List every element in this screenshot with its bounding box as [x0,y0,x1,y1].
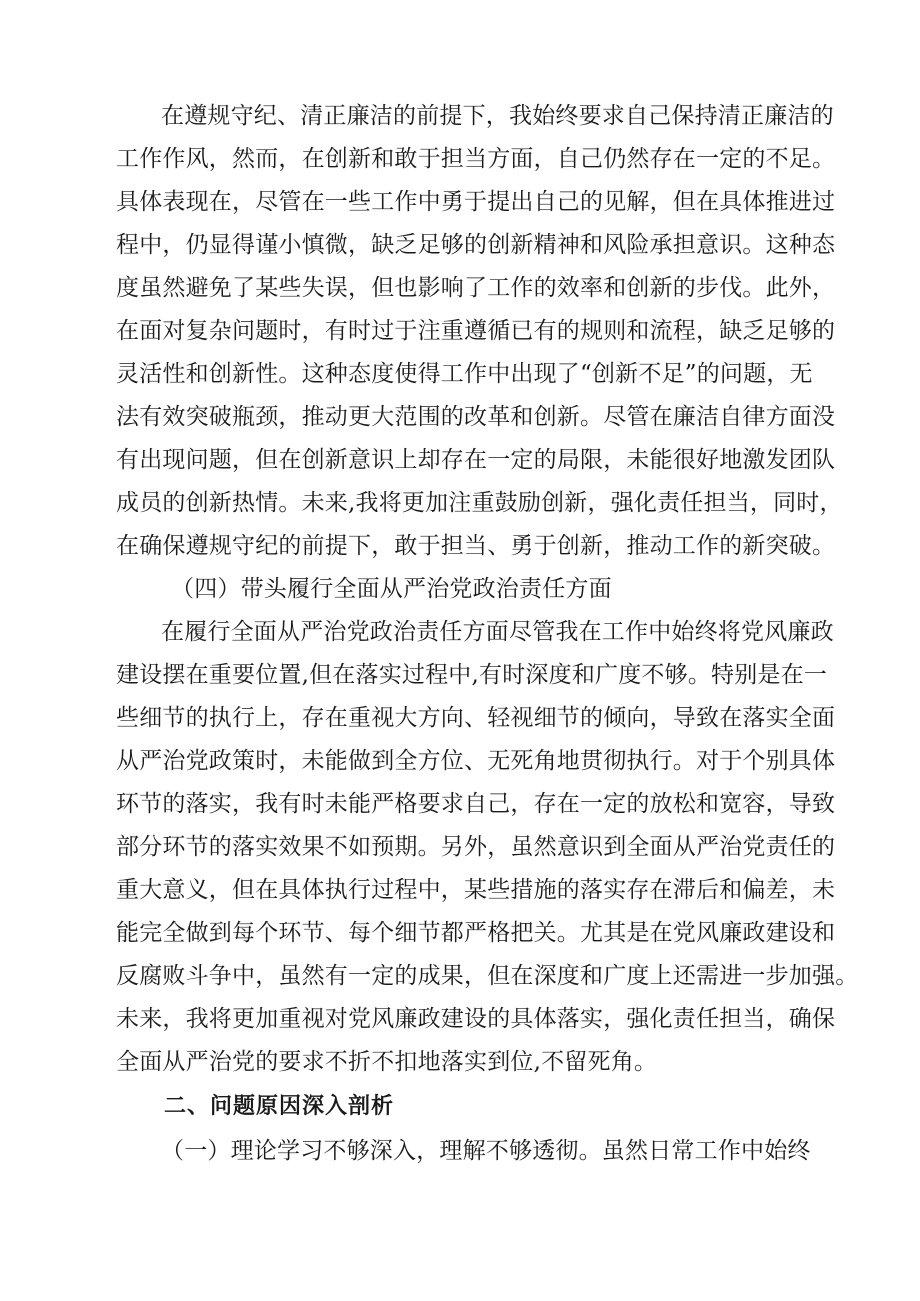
paragraph-1-line-8: 法有效突破瓶颈，推动更大范围的改革和创新。尽管在廉洁自律方面没 [116,404,836,430]
paragraph-2-line-6: 部分环节的落实效果不如预期。另外，虽然意识到全面从严治党责任的 [116,834,836,860]
paragraph-1-line-10: 成员的创新热情。未来,我将更加注重鼓励创新，强化责任担当，同时， [116,490,843,516]
paragraph-1-line-4: 程中，仍显得谨小慎微，缺乏足够的创新精神和风险承担意识。这种态 [116,232,836,258]
paragraph-1-line-5: 度虽然避免了某些失误，但也影响了工作的效率和创新的步伐。此外， [116,275,836,301]
paragraph-2-line-1: 在履行全面从严治党政治责任方面尽管我在工作中始终将党风廉政 [161,619,834,645]
paragraph-1-line-9: 有出现问题，但在创新意识上却存在一定的局限，未能很好地激发团队 [116,447,836,473]
paragraph-2-line-2: 建设摆在重要位置,但在落实过程中,有时深度和广度不够。特别是在一 [116,662,828,688]
paragraph-2-line-9: 反腐败斗争中，虽然有一定的成果，但在深度和广度上还需进一步加强。 [116,963,859,989]
paragraph-2-line-3: 些细节的执行上，存在重视大方向、轻视细节的倾向，导致在落实全面 [116,705,836,731]
paragraph-2-line-4: 从严治党政策时，未能做到全方位、无死角地贯彻执行。对于个别具体 [116,748,836,774]
paragraph-1-line-2: 工作作风，然而，在创新和敢于担当方面，自己仍然存在一定的不足。 [116,146,836,172]
paragraph-2-line-8: 能完全做到每个环节、每个细节都严格把关。尤其是在党风廉政建设和 [116,920,836,946]
item-one-text: （一）理论学习不够深入，理解不够透彻。虽然日常工作中始终 [161,1138,811,1164]
paragraph-2-line-7: 重大意义，但在具体执行过程中，某些措施的落实存在滞后和偏差，未 [116,877,836,903]
paragraph-1-line-6: 在面对复杂问题时，有时过于注重遵循已有的规则和流程，缺乏足够的 [116,318,836,344]
subheading-four: （四）带头履行全面从严治党政治责任方面 [171,576,612,602]
paragraph-1-line-11: 在确保遵规守纪的前提下，敢于担当、勇于创新，推动工作的新突破。 [116,533,836,559]
paragraph-1-line-1: 在遵规守纪、清正廉洁的前提下，我始终要求自己保持清正廉洁的 [161,103,834,129]
section-two-heading: 二、问题原因深入剖析 [164,1094,395,1119]
paragraph-2-line-11: 全面从严治党的要求不折不扣地落实到位,不留死角。 [116,1049,658,1075]
paragraph-1-line-3: 具体表现在，尽管在一些工作中勇于提出自己的见解，但在具体推进过 [116,189,836,215]
paragraph-2-line-10: 未来，我将更加重视对党风廉政建设的具体落实，强化责任担当，确保 [116,1006,836,1032]
paragraph-1-line-7: 灵活性和创新性。这种态度使得工作中出现了“创新不足”的问题，无 [116,361,813,387]
paragraph-2-line-5: 环节的落实，我有时未能严格要求自己，存在一定的放松和宽容，导致 [116,791,836,817]
